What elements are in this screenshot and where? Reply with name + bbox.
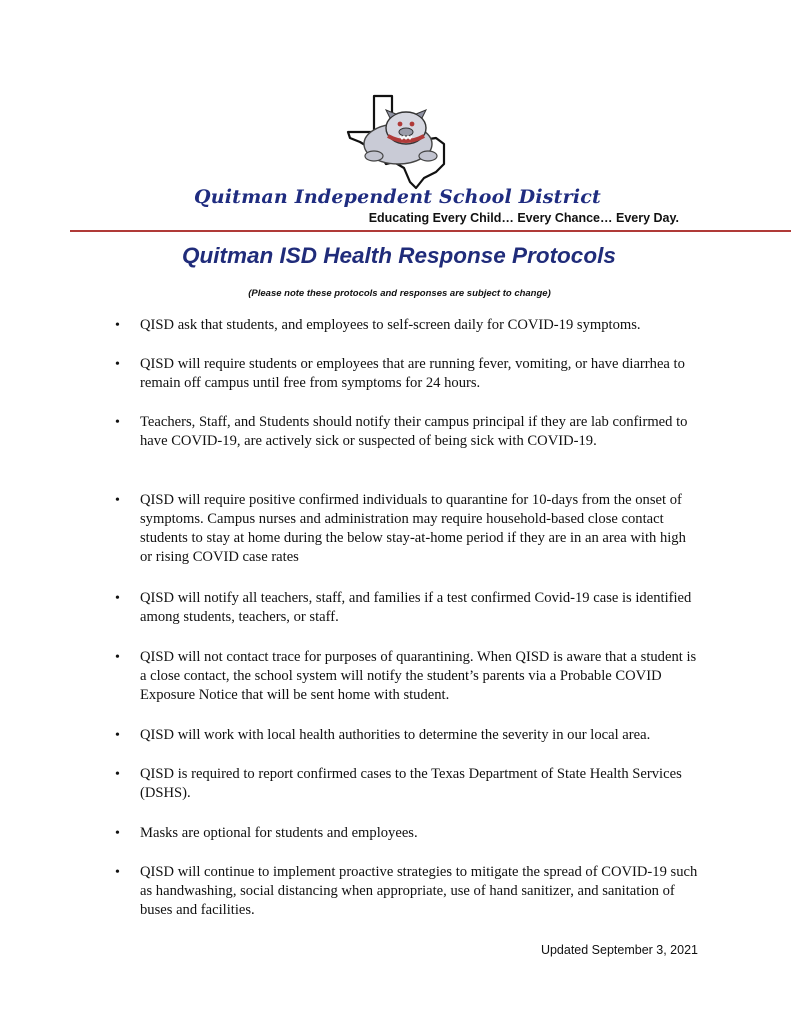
bullet-icon: • — [115, 865, 120, 880]
bullet-icon: • — [115, 826, 120, 841]
list-item: QISD is required to report confirmed cases to the Texas Department of State Health Services (DSHS). — [140, 766, 682, 801]
district-tagline: Educating Every Child… Every Chance… Every Day. — [368, 211, 679, 225]
bullet-icon: • — [115, 728, 120, 743]
bullet-icon: • — [115, 767, 120, 782]
list-item: QISD will require students or employees that are running fever, vomiting, or have diarrhea to remain off campus until free from symptoms for 24 hours. — [140, 356, 685, 391]
bullet-icon: • — [115, 650, 120, 665]
bullet-icon: • — [115, 318, 120, 333]
subject-to-change-note: (Please note these protocols and responses are subject to change) — [248, 288, 551, 299]
list-item: Masks are optional for students and employees. — [140, 825, 418, 841]
list-item: QISD will work with local health authorities to determine the severity in our local area. — [140, 727, 651, 743]
list-item: QISD ask that students, and employees to self-screen daily for COVID-19 symptoms. — [140, 317, 641, 333]
bullet-icon: • — [115, 493, 120, 508]
list-item: QISD will require positive confirmed individuals to quarantine for 10-days from the onset of symptoms. Campus nurses and administration may require household-based close contact students to stay at home during the below stay-at-home period if they are in an area with high or rising COVID case rates — [140, 492, 686, 565]
updated-date: Updated September 3, 2021 — [540, 943, 698, 957]
list-item: Teachers, Staff, and Students should notify their campus principal if they are lab confirmed to have COVID-19, are actively sick or suspected of being sick with COVID-19. — [140, 414, 688, 449]
bullet-icon: • — [115, 591, 120, 606]
page-title: Quitman ISD Health Response Protocols — [182, 243, 616, 268]
bullet-icon: • — [115, 357, 120, 372]
district-name: Quitman Independent School District — [193, 186, 602, 208]
list-item: QISD will not contact trace for purposes of quarantining. When QISD is aware that a student is a close contact, the school system will notify the student’s parents via a Probable COVID Exposure Notice that will be sent home with student. — [140, 649, 697, 703]
list-item: QISD will continue to implement proactive strategies to mitigate the spread of COVID-19 such as handwashing, social distancing when appropriate, use of hand sanitizer, and sanitation of buses and facilities. — [140, 864, 698, 918]
list-item: QISD will notify all teachers, staff, and families if a test confirmed Covid-19 case is identified among students, teachers, or staff. — [140, 590, 692, 625]
bullet-icon: • — [115, 415, 120, 430]
